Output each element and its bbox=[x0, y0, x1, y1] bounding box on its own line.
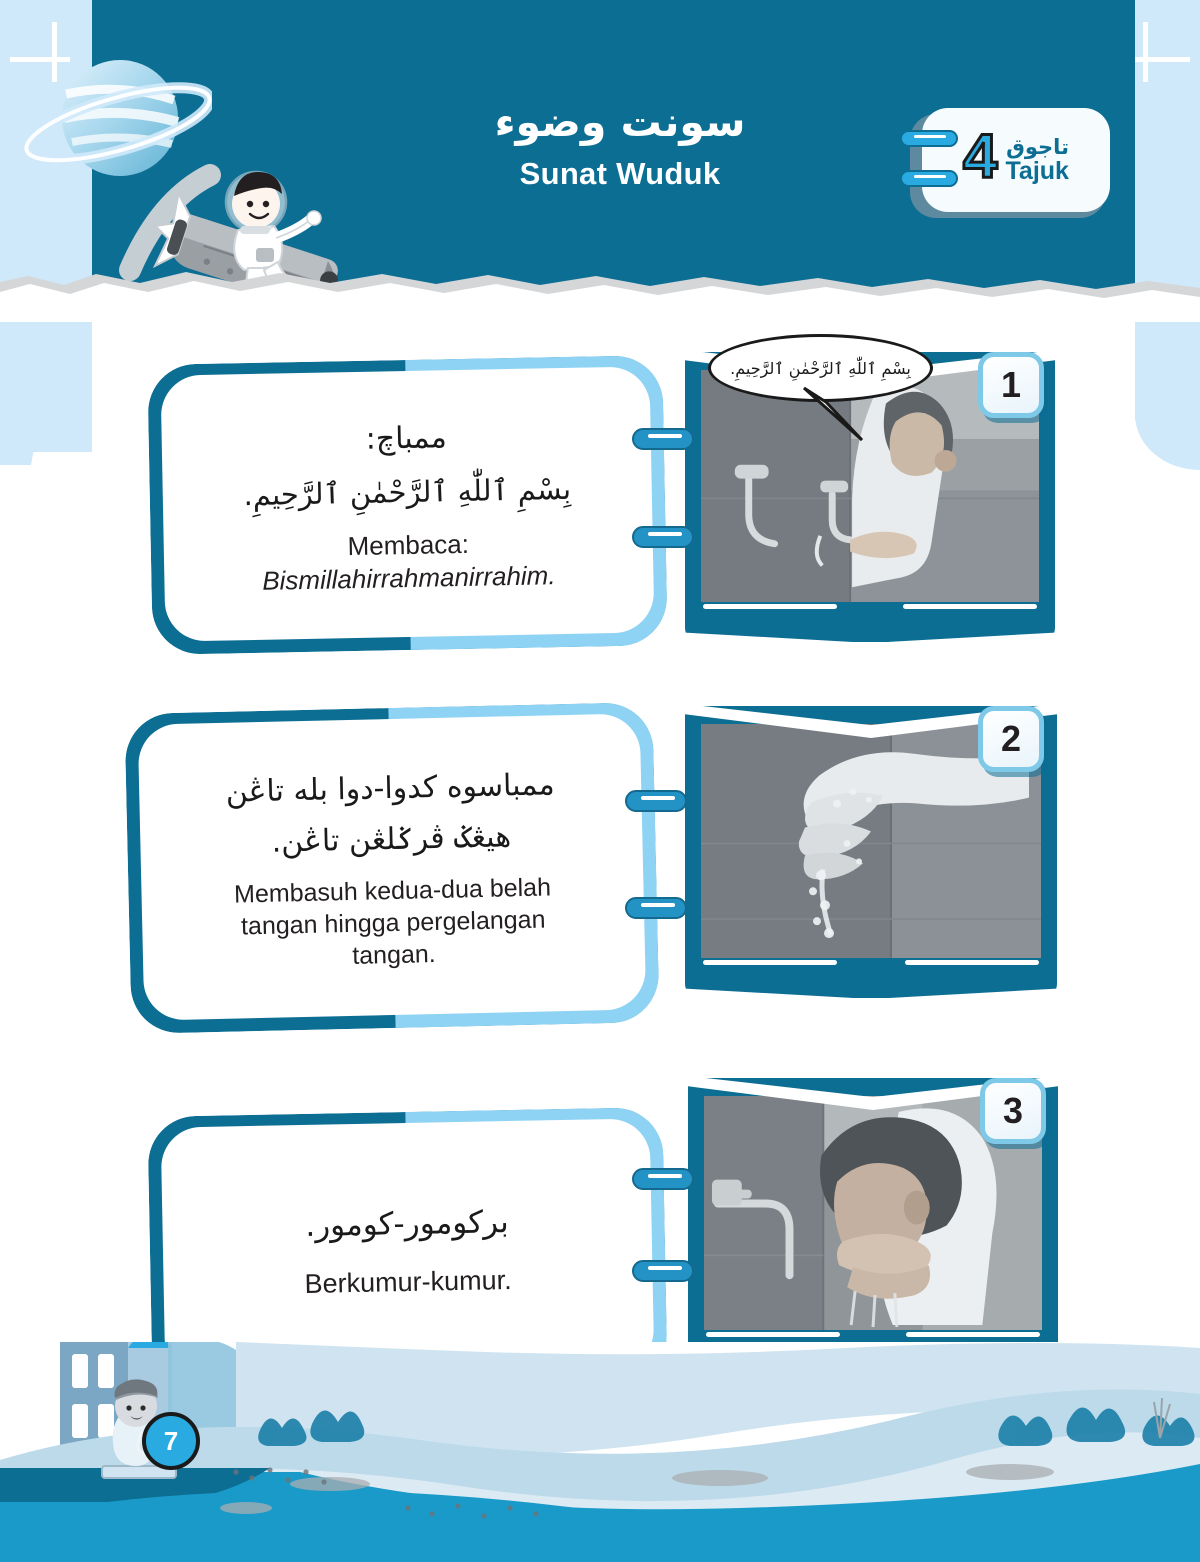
step-3-jawi-line1: بركومور-كومور. bbox=[304, 1203, 510, 1244]
speech-bubble-text: بِسْمِ ٱللّٰهِ ٱلرَّحْمٰنِ ٱلرَّحِيمِ. bbox=[730, 358, 911, 378]
step-1-binding-ring-2 bbox=[632, 526, 694, 548]
torn-paper-edge bbox=[0, 252, 1200, 322]
step-2-jawi-line2: هيڠݢ ڤرݢلڠن تاڠن. bbox=[271, 819, 512, 860]
topic-badge-card bbox=[922, 108, 1110, 212]
page-title bbox=[380, 95, 860, 192]
title-jawi: سونت وضوء bbox=[494, 98, 746, 146]
step-3-number-badge: 3 bbox=[980, 1078, 1046, 1144]
step-3-rumi-line1: Berkumur-kumur. bbox=[304, 1264, 512, 1299]
step-2-card-content bbox=[138, 713, 647, 1020]
step-2-binding-ring-1 bbox=[625, 790, 687, 812]
step-1-jawi-line1: ممباچ: bbox=[365, 419, 448, 457]
step-2-number-badge: 2 bbox=[978, 706, 1044, 772]
step-1-rumi-line1: Membaca: bbox=[347, 528, 470, 562]
step-3-binding-ring-1 bbox=[632, 1168, 694, 1190]
step-3-binding-ring-2 bbox=[632, 1260, 694, 1282]
step-1-card-content bbox=[160, 366, 654, 641]
topic-badge bbox=[900, 108, 1110, 220]
step-2-text-card bbox=[124, 702, 659, 1034]
crop-mark-top-right-v bbox=[1143, 22, 1148, 82]
step-2-rumi-line3: tangan. bbox=[351, 940, 436, 970]
topic-binding-ring-2 bbox=[900, 170, 958, 187]
topic-binding-ring-1 bbox=[900, 130, 958, 147]
step-row-2 bbox=[0, 690, 1200, 1040]
step-1-number-badge: 1 bbox=[978, 352, 1044, 418]
speech-bubble-tail bbox=[800, 386, 870, 444]
step-1-binding-ring-1 bbox=[632, 428, 694, 450]
topic-label-group bbox=[1006, 136, 1069, 184]
crop-mark-top-right-h bbox=[1130, 57, 1190, 62]
step-row-3 bbox=[0, 1060, 1200, 1390]
topic-number: 4 bbox=[963, 122, 998, 191]
step-1-jawi-line2: بِسْمِ ٱللّٰهِ ٱلرَّحْمٰنِ ٱلرَّحِيمِ. bbox=[243, 471, 572, 512]
step-2-jawi-line1: ممباسوه كدوا-دوا بله تاڠن bbox=[225, 767, 556, 810]
title-rumi: Sunat Wuduk bbox=[519, 156, 721, 192]
step-3-card-content bbox=[161, 1118, 655, 1378]
page-number-badge: 7 bbox=[142, 1412, 200, 1470]
topic-label-jawi: تاجوق bbox=[1006, 134, 1069, 159]
step-1-rumi-line2: Bismillahirrahmanirrahim. bbox=[261, 560, 556, 596]
footer-scene bbox=[0, 1342, 1200, 1562]
step-2-binding-ring-2 bbox=[625, 897, 687, 919]
step-1-text-card bbox=[147, 355, 667, 655]
step-2-rumi-line2: tangan hingga pergelangan bbox=[240, 905, 546, 941]
step-2-rumi-line1: Membasuh kedua-dua belah bbox=[233, 873, 552, 909]
step-row-1 bbox=[0, 330, 1200, 660]
topic-label-rumi: Tajuk bbox=[1005, 156, 1069, 185]
